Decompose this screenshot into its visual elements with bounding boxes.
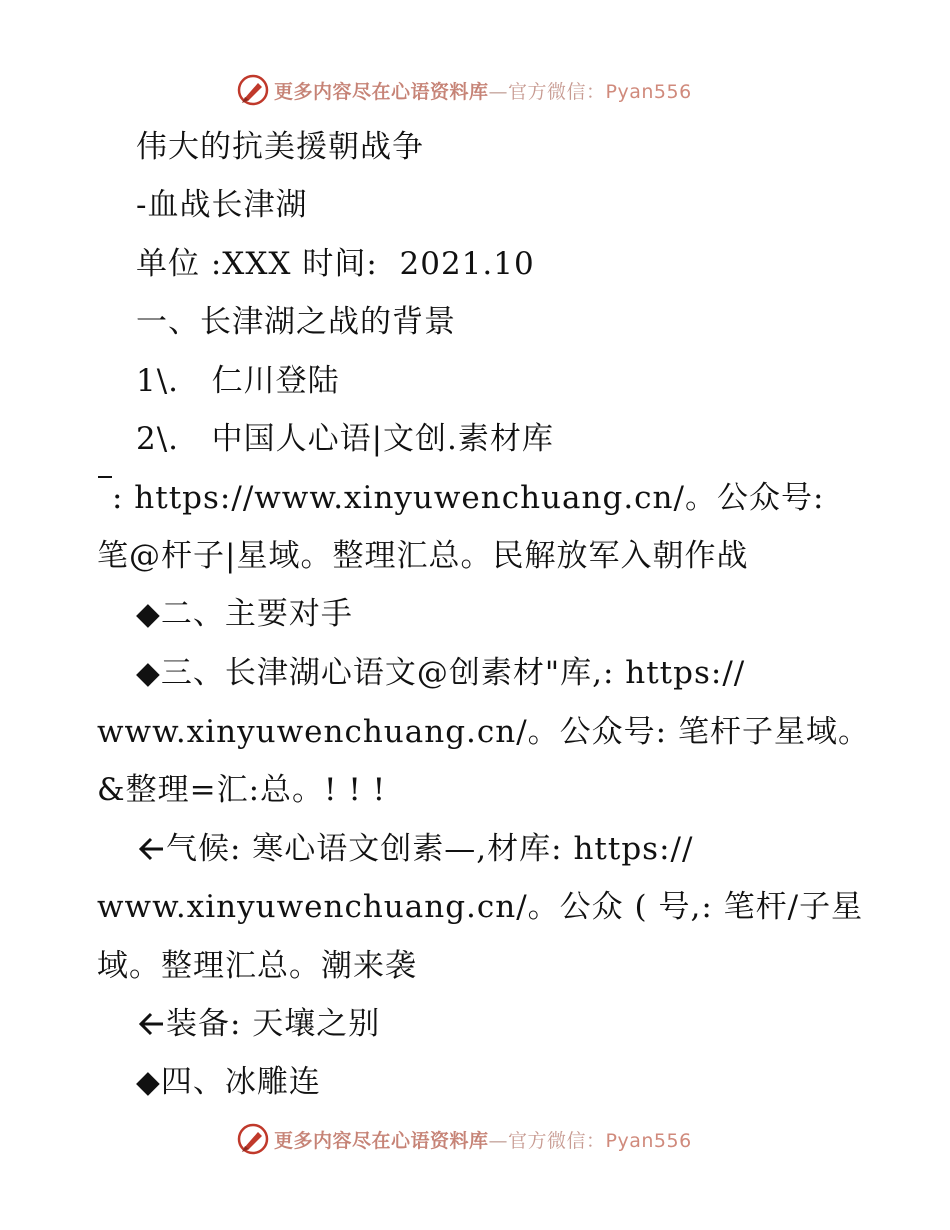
paragraph-line: www.xinyuwenchuang.cn/。公众号: 笔杆子星域。 — [97, 714, 870, 750]
banner-text: 更多内容尽在心语资料库—官方微信：Pyan556 — [274, 80, 692, 103]
section-heading-3: ◆三、长津湖心语文@创素材"库,: https:// — [136, 655, 746, 691]
left-arrow-icon — [136, 829, 166, 869]
doc-title: 伟大的抗美援朝战争 — [136, 129, 424, 165]
pen-logo-icon — [236, 73, 270, 107]
list-item-2: 2\. 中国人心语|文创.素材库 — [136, 421, 554, 457]
diamond-bullet-icon: ◆ — [136, 655, 161, 691]
diamond-bullet-icon: ◆ — [136, 1064, 161, 1100]
paragraph-line: 域。整理汇总。潮来袭 — [97, 948, 417, 984]
section-heading-2: ◆二、主要对手 — [136, 596, 353, 632]
stray-mark — [98, 476, 112, 478]
banner-text: 更多内容尽在心语资料库—官方微信：Pyan556 — [274, 1129, 692, 1152]
paragraph-line: &整理=汇:总。! ! ! — [97, 772, 387, 808]
header-banner — [236, 72, 692, 108]
left-arrow-icon — [136, 1004, 166, 1044]
section-heading-4: ◆四、冰雕连 — [136, 1064, 321, 1100]
doc-meta-line: 单位 :XXX 时间: 2021.10 — [136, 246, 535, 282]
footer-banner — [236, 1121, 692, 1157]
paragraph-line: www.xinyuwenchuang.cn/。公众 ( 号,: 笔杆/子星 — [97, 889, 864, 925]
paragraph-line: 笔@杆子|星域。整理汇总。民解放军入朝作战 — [97, 538, 749, 574]
sub-item-equipment: 装备: 天壤之别 — [136, 1004, 380, 1044]
diamond-bullet-icon: ◆ — [136, 596, 161, 632]
pen-logo-icon — [236, 1122, 270, 1156]
sub-item-climate: 气候: 寒心语文创素—,材库: https:// — [136, 829, 693, 869]
list-item-1: 1\. 仁川登陆 — [136, 363, 340, 399]
doc-subtitle: -血战长津湖 — [136, 187, 308, 223]
paragraph-line: : https://www.xinyuwenchuang.cn/。公众号: — [112, 480, 825, 516]
section-heading-1: 一、长津湖之战的背景 — [136, 304, 456, 340]
